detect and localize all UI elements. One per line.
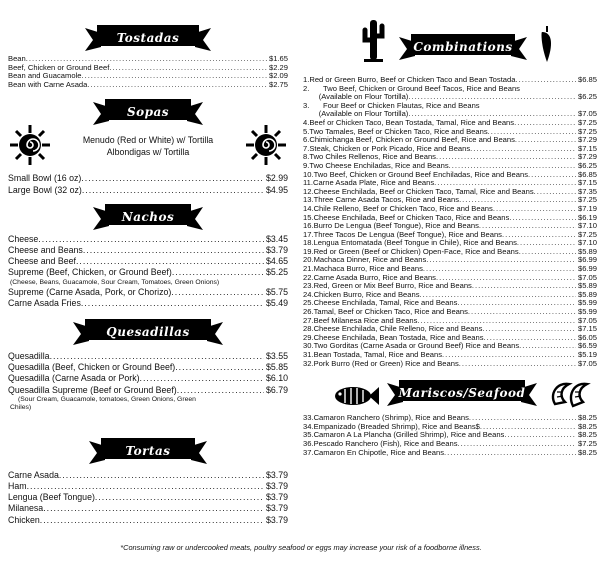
sopas-line2: Albondigas w/ Tortilla: [106, 147, 190, 158]
combo-item: 15. Cheese Enchilada, Beef or Chicken Taco, Rice and Beans ..... $6.19: [303, 214, 597, 223]
left-column: [8, 0, 288, 526]
combo-item: 27. Beef Milanesa Rice and Beans ..... $7.05: [303, 317, 597, 326]
right-column: [303, 0, 597, 457]
tortas-title: Tortas: [125, 443, 171, 458]
combo-item: 10. Two Beef, Chicken or Ground Beef Enchiladas, Rice and Beans ..... $6.85: [303, 171, 597, 180]
combo-item: 37. Camaron En Chipotle, Rice and Beans ..... $8.25: [303, 449, 597, 458]
combo-item: 25. Cheese Enchilada, Tamal, Rice and Beans ..... $5.99: [303, 299, 597, 308]
menu-item: Milanesa ..... $3.79: [8, 503, 288, 514]
combo-item: 8. Two Chiles Rellenos, Rice and Beans ..... $7.29: [303, 153, 597, 162]
nachos-title: Nachos: [121, 209, 175, 224]
combo-item: 17. Three Tacos De Lengua (Beef Tongue), Rice and Beans ..... $7.25: [303, 231, 597, 240]
combinations-header: [303, 0, 597, 62]
menu-item: Carne Asada Fries ..... $5.49: [8, 298, 288, 309]
menu-item: Lengua (Beef Tongue) ..... $3.79: [8, 492, 288, 503]
menu-item: Carne Asada ..... $3.79: [8, 470, 288, 481]
mariscos-title: Mariscos/Seafood: [398, 386, 526, 401]
combo-item: 19. Red or Green (Beef or Chicken) Open-Face, Rice and Beans ..... $5.89: [303, 248, 597, 257]
combo-item: 2. Two Beef, Chicken or Ground Beef Tacos, Rice and Beans: [303, 83, 520, 93]
combo-item: 21. Machaca Burro, Rice and Beans ..... $6.99: [303, 265, 597, 274]
combo-item: (Available on Flour Tortilla) ..... $7.05: [303, 110, 597, 119]
tostadas-list: [8, 55, 288, 89]
combo-item: 13. Three Carne Asada Tacos, Rice and Beans ..... $7.25: [303, 196, 597, 205]
fish-icon: [333, 384, 379, 408]
sopas-list: [8, 173, 288, 195]
menu-item: Quesadilla (Carne Asada or Pork) ..... $6.10: [8, 373, 288, 384]
combo-item: 7. Steak, Chicken or Pork Picado, Rice and Beans ..... $7.15: [303, 145, 597, 154]
combo-item: 6. Chimichanga Beef, Chicken or Ground Beef, Rice and Beans ..... $7.29: [303, 136, 597, 145]
nachos-supreme-note: (Cheese, Beans, Guacamole, Sour Cream, Tomatoes, Green Onions): [10, 278, 220, 286]
combo-item: 22. Carne Asada Burro, Rice and Beans ..... $7.05: [303, 274, 597, 283]
combinations-title: Combinations: [413, 40, 513, 54]
menu-item: Small Bowl (16 oz) ..... $2.99: [8, 173, 288, 184]
combo-item: 16. Burro De Lengua (Beef Tongue), Rice and Beans ..... $7.10: [303, 222, 597, 231]
shrimp-icon: [549, 380, 593, 410]
sopas-banner: [93, 99, 203, 125]
nachos-list: [8, 234, 288, 309]
mariscos-header: [303, 374, 597, 414]
menu-item: Bean and Guacamole ..... $2.09: [8, 72, 288, 81]
quesadillas-list: [8, 351, 288, 412]
menu-item: Quesadilla (Beef, Chicken or Ground Beef) ..... $5.85: [8, 362, 288, 373]
sopas-line1: Menudo (Red or White) w/ Tortilla: [82, 135, 214, 146]
nachos-banner: [93, 204, 203, 230]
quesadillas-banner: [73, 319, 223, 345]
quesadillas-title: Quesadillas: [106, 325, 190, 339]
combo-item: 18. Lengua Entomatada (Beef Tongue in Chile), Rice and Beans ..... $7.10: [303, 239, 597, 248]
quesadillas-supreme-note2: Chiles): [10, 403, 32, 411]
combo-item: 12. Cheese Enchilada, Beef or Chicken Taco, Tamal, Rice and Beans ..... $7.35: [303, 188, 597, 197]
cactus-icon: [360, 18, 386, 62]
combo-item: 33. Camaron Ranchero (Shrimp), Rice and Beans ..... $8.25: [303, 414, 597, 423]
combo-item: 28. Cheese Enchilada, Chile Relleno, Rice and Beans ..... $7.15: [303, 325, 597, 334]
foodborne-warning: *Consuming raw or undercooked meats, poultry seafood or eggs may increase your risk of a foodborne illness.: [120, 543, 482, 552]
combo-item: (Available on Flour Tortilla) ..... $6.25: [303, 93, 597, 102]
menu-item: Quesadilla Supreme (Beef or Ground Beef) ..... $6.79: [8, 385, 288, 396]
menu-item: Quesadilla ..... $3.55: [8, 351, 288, 362]
combo-item: 5. Two Tamales, Beef or Chicken Taco, Rice and Beans ..... $7.25: [303, 128, 597, 137]
combo-item: 4. Beef or Chicken Taco, Bean Tostada, Tamal, Rice and Beans ..... $7.25: [303, 119, 597, 128]
combo-item: 35. Camaron A La Plancha (Grilled Shrimp), Rice and Beans ..... $8.25: [303, 431, 597, 440]
combo-item: 9. Two Cheese Enchiladas, Rice and Beans ..... $6.25: [303, 162, 597, 171]
combo-item: 32. Pork Burro (Red or Green) Rice and Beans ..... $7.05: [303, 360, 597, 369]
mariscos-list: [303, 414, 597, 457]
menu-item: Cheese ..... $3.45: [8, 234, 288, 245]
combo-item: 11. Carne Asada Plate, Rice and Beans ..... $7.15: [303, 179, 597, 188]
combo-item: 36. Pescado Ranchero (Fish), Rice and Beans ..... $7.25: [303, 440, 597, 449]
combo-item: 3. Four Beef or Chicken Flautas, Rice and Beans: [303, 100, 480, 110]
menu-item: Bean with Carne Asada ..... $2.75: [8, 81, 288, 90]
menu-item: Supreme (Carne Asada, Pork, or Chorizo) ..... $5.75: [8, 287, 288, 298]
menu-item: Large Bowl (32 oz) ..... $4.95: [8, 185, 288, 196]
menu-item: Ham ..... $3.79: [8, 481, 288, 492]
combo-item: 26. Tamal, Beef or Chicken Taco, Rice and Beans ..... $5.99: [303, 308, 597, 317]
sopas-title: Sopas: [126, 105, 170, 120]
menu-item: Cheese and Beans ..... $3.79: [8, 245, 288, 256]
menu-item: Beef, Chicken or Ground Beef ..... $2.29: [8, 64, 288, 73]
tostadas-banner: [85, 25, 211, 51]
combo-item: 29. Cheese Enchilada, Bean Tostada, Rice and Beans ..... $6.05: [303, 334, 597, 343]
mariscos-banner: [387, 380, 537, 406]
combo-item: 1. Red or Green Burro, Beef or Chicken Taco and Bean Tostada ..... $6.85: [303, 76, 597, 85]
combo-item: 20. Machaca Dinner, Rice and Beans ..... $6.99: [303, 256, 597, 265]
menu-item: Cheese and Beef ..... $4.65: [8, 256, 288, 267]
combinations-list: [303, 76, 597, 368]
combo-item: 31. Bean Tostada, Tamal, Rice and Beans ..... $5.19: [303, 351, 597, 360]
combo-item: 14. Chile Relleno, Beef or Chicken Taco, Rice and Beans ..... $7.19: [303, 205, 597, 214]
combo-item: 30. Two Gorditas (Carne Asada or Ground Beef) Rice and Beans ..... $6.59: [303, 342, 597, 351]
quesadillas-supreme-note: (Sour Cream, Guacamole, tomatoes, Green Onions, Green: [18, 395, 196, 403]
combinations-banner: [399, 34, 527, 60]
combo-item: 24. Chicken Burro, Rice and Beans ..... $5.89: [303, 291, 597, 300]
menu-item: Bean ..... $1.65: [8, 55, 288, 64]
tortas-list: [8, 470, 288, 526]
menu-item: Chicken ..... $3.79: [8, 515, 288, 526]
sopas-desc: [8, 125, 288, 173]
combo-item: 23. Red, Green or Mix Beef Burro, Rice and Beans ..... $5.89: [303, 282, 597, 291]
combo-item: 34. Empanizado (Breaded Shrimp), Rice and Beans$ ..... $8.25: [303, 423, 597, 432]
chili-pepper-icon: [539, 26, 555, 64]
tortas-banner: [89, 438, 207, 464]
tostadas-title: Tostadas: [116, 31, 180, 45]
menu-item: Supreme (Beef, Chicken, or Ground Beef) ..... $5.25: [8, 267, 288, 278]
